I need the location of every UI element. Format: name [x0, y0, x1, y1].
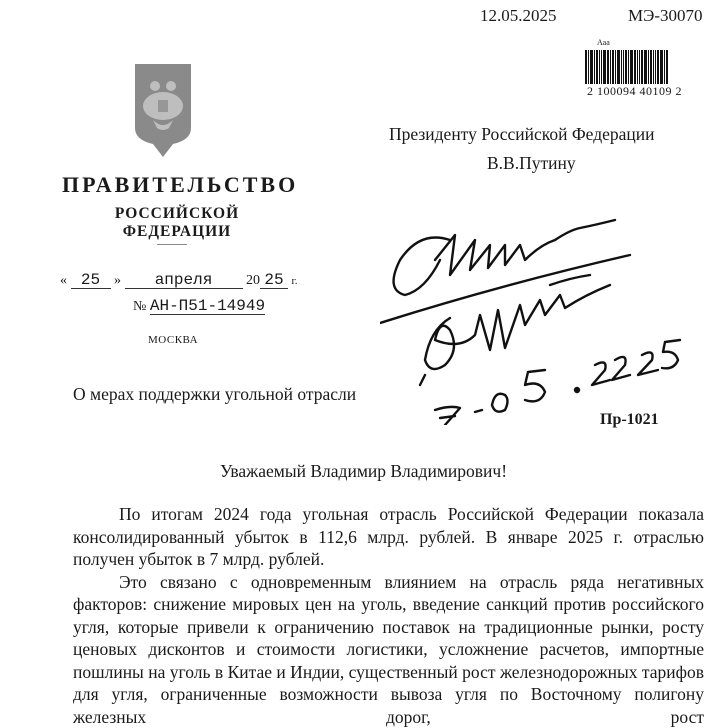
document-date [60, 272, 298, 289]
salutation: Уважаемый Владимир Владимирович! [219, 461, 508, 481]
registration-number: МЭ-30070 [628, 6, 703, 25]
number-label: № [133, 299, 147, 314]
date-year-prefix: 20 [246, 273, 260, 288]
number-value: АН-П51-14949 [149, 297, 266, 315]
handwritten-resolution-signature-icon [380, 200, 727, 425]
letter-body [73, 503, 704, 728]
government-subtitle: РОССИЙСКОЙ ФЕДЕРАЦИИ [114, 205, 240, 240]
date-month: апреля [125, 272, 243, 289]
government-title: ПРАВИТЕЛЬСТВО [62, 172, 299, 197]
date-open-quote: « [60, 273, 67, 288]
addressee-name: В.В.Путину [487, 153, 576, 173]
body-paragraph: Это связано с одновременным влиянием на отрасль ряда негативных факторов: снижение мировых цен на уголь, введение санкций против российского угля, которые привели к ограничению поставок на традиционные рынки, росту ценовых дисконтов и стоимости логистики, усложнение расчетов, импортные пошлины на уголь в Китае и Индии, существенный рост железнодорожных тарифов для угля, ограниченные возможности вывоза угля по Восточному полигону железных дорог, рост [73, 571, 704, 727]
letter-subject: О мерах поддержки угольной отрасли [73, 384, 357, 404]
body-paragraph: По итогам 2024 года угольная отрасль Российской Федерации показала консолидированный убыток в 112,6 млрд. рублей. В январе 2025 г. отраслью получен убыток в 7 млрд. рублей. [73, 504, 704, 569]
barcode-digits: 2 100094 40109 2 [587, 84, 682, 98]
registration-date: 12.05.2025 [480, 6, 557, 25]
barcode-mark: Ааа [597, 38, 610, 47]
date-close-quote: » [114, 273, 121, 288]
date-year-suffix: 25 [260, 272, 288, 289]
city: МОСКВА [148, 334, 199, 346]
addressee-title: Президенту Российской Федерации [389, 124, 655, 144]
date-day: 25 [71, 272, 111, 289]
barcode-bars-icon [585, 50, 677, 84]
header-divider [157, 244, 187, 245]
russian-coat-of-arms-icon [133, 62, 193, 158]
date-year-abbr: г. [291, 275, 298, 287]
document-number [133, 298, 265, 315]
presidential-reference-number: Пр-1021 [600, 411, 659, 428]
